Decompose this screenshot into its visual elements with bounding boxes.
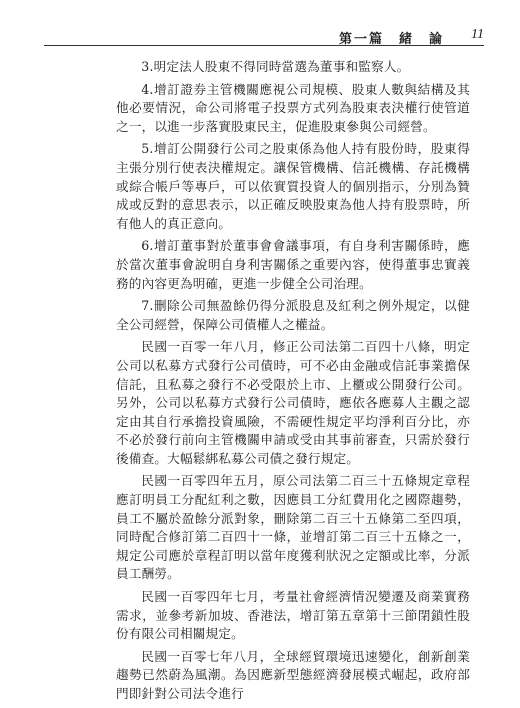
header-rule — [44, 45, 484, 46]
page-header — [44, 26, 484, 46]
paragraph-item-3: 3.明定法人股東不得同時當選為董事和監察人。 — [141, 59, 410, 74]
chapter-title: 第一篇 緒 論 — [338, 32, 444, 47]
paragraph-amendment-2015-july: 民國一百零四年七月，考量社會經濟情況變遷及商業實務需求，並參考新加坡、香港法，增訂第五章第十三節閉鎖性股份有限公司相關規定。 — [116, 589, 470, 642]
paragraph-item-6: 6.增訂董事對於董事會會議事項，有自身利害關係時，應於當次董事會說明自身利害關係之重要內容，使得董事忠實義務的內容更為明確，更進一步健全公司治理。 — [116, 238, 470, 291]
paragraph-item-4: 4.增訂證券主管機關應視公司規模、股東人數與結構及其他必要情況，命公司將電子投票方式列為股東表決權行使管道之一，以進一步落實股東民主，促進股東參與公司經營。 — [116, 81, 470, 134]
paragraph-item-5: 5.增訂公開發行公司之股東係為他人持有股份時，股東得主張分別行使表決權規定。讓保管機構、信託機構、存託機構或綜合帳戶等專戶，可以依實質投資人的個別指示，分別為贊成或反對的意思表示，以正確反映股東為他人持有股票時，所有他人的真正意向。 — [116, 141, 470, 231]
paragraph-amendment-2018: 民國一百零七年八月，全球經貿環境迅速變化，創新創業趨勢已然蔚為風潮。為因應新型態經濟發展模式崛起，政府部門即針對公司法令進行 — [116, 648, 470, 701]
paragraph-amendment-2012: 民國一百零一年八月，修正公司法第二百四十八條，明定公司以私募方式發行公司債時，可不必由金融或信託事業擔保信託，且私募之發行不必受限於上市、上櫃或公開發行公司。另外，公司以私募方式發行公司債時，應依各應募人主觀之認定由其自行承擔投資風險，不需硬性規定平均淨利百分比，亦不必於發行前向主管機關申請或受由其事前審查，只需於發行後備查。大幅鬆綁私募公司債之發行規定。 — [116, 339, 470, 466]
page-number: 11 — [471, 27, 484, 42]
body-text — [116, 58, 470, 708]
paragraph-item-7: 7.刪除公司無盈餘仍得分派股息及紅利之例外規定，以健全公司經營，保障公司債權人之權益。 — [116, 298, 470, 332]
paragraph-amendment-2015-may: 民國一百零四年五月，原公司法第二百三十五條規定章程應訂明員工分配紅利之數，因應員工分紅費用化之國際趨勢，員工不屬於盈餘分派對象，刪除第二百三十五條第二至四項，同時配合修訂第二百四十一條，並增訂第二百三十五條之一，規定公司應於章程訂明以當年度獲利狀況之定額或比率，分派員工酬勞。 — [116, 473, 470, 582]
